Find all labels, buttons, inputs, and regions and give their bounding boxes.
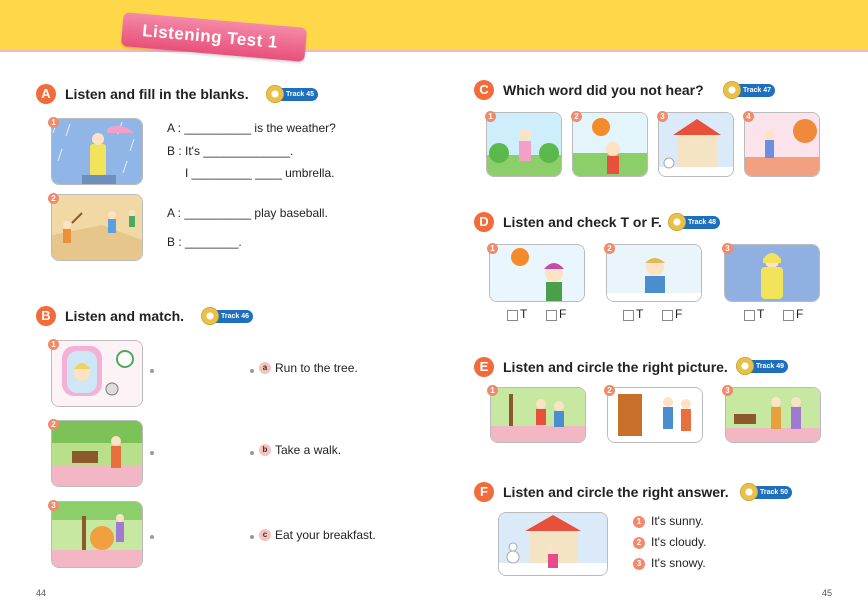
match-dot[interactable] (150, 535, 154, 539)
item-number[interactable]: 1 (487, 385, 498, 396)
section-f-badge: F (474, 482, 494, 502)
fill-line: B : ________. (167, 235, 242, 249)
section-c-track[interactable] (727, 84, 775, 97)
sunny-boy-picture (489, 244, 585, 302)
autumn-picture (744, 112, 820, 177)
park-friends-picture[interactable] (725, 387, 821, 443)
page-number-left: 44 (36, 588, 47, 598)
answer-number: 2 (633, 537, 645, 549)
true-checkbox[interactable] (744, 310, 755, 321)
false-label: F (796, 307, 804, 321)
item-number: 2 (48, 419, 59, 430)
track-label: Track 47 (743, 87, 772, 94)
run-tree-picture (51, 501, 143, 568)
snowy-boy-picture (606, 244, 702, 302)
cd-icon (736, 357, 754, 375)
section-f-title: Listen and circle the right answer. (503, 484, 729, 500)
cd-icon (740, 483, 758, 501)
section-d-badge: D (474, 212, 494, 232)
section-b-badge: B (36, 306, 56, 326)
item-number: 2 (604, 243, 615, 254)
item-number: 1 (487, 243, 498, 254)
false-label: F (675, 307, 683, 321)
match-dot[interactable] (150, 451, 154, 455)
spring-picture (486, 112, 562, 177)
item-number: 2 (571, 111, 582, 122)
item-number: 1 (48, 339, 59, 350)
section-e-track[interactable] (740, 360, 788, 373)
option-text: Eat your breakfast. (275, 528, 376, 542)
option-letter: a (259, 362, 271, 374)
section-c-badge: C (474, 80, 494, 100)
item-number: 2 (48, 193, 59, 204)
item-number: 4 (743, 111, 754, 122)
page-title: Listening Test 1 (141, 21, 279, 52)
true-label: T (636, 307, 644, 321)
door-walk-picture[interactable] (607, 387, 703, 443)
true-checkbox[interactable] (507, 310, 518, 321)
fill-line: A : __________ play baseball. (167, 206, 328, 220)
option-letter: c (259, 529, 271, 541)
answer-option[interactable]: It's sunny. (651, 514, 704, 528)
section-e-badge: E (474, 357, 494, 377)
track-label: Track 45 (286, 91, 315, 98)
track-label: Track 48 (688, 219, 717, 226)
snowy-house-picture (658, 112, 734, 177)
fill-line: A : __________ is the weather? (167, 121, 336, 135)
section-c-title: Which word did you not hear? (503, 82, 704, 98)
breakfast-picture (51, 340, 143, 407)
answer-number: 1 (633, 516, 645, 528)
section-b-track[interactable] (205, 310, 253, 323)
answer-number: 3 (633, 558, 645, 570)
section-a-title: Listen and fill in the blanks. (65, 86, 249, 102)
track-label: Track 49 (756, 363, 785, 370)
track-label: Track 46 (221, 313, 250, 320)
option-text: Take a walk. (275, 443, 342, 457)
true-label: T (520, 307, 528, 321)
section-a-track[interactable] (270, 88, 318, 101)
false-checkbox[interactable] (662, 310, 673, 321)
match-dot[interactable] (250, 369, 254, 373)
park-walk-picture (51, 420, 143, 487)
section-e-title: Listen and circle the right picture. (503, 359, 728, 375)
answer-option[interactable]: It's cloudy. (651, 535, 707, 549)
false-label: F (559, 307, 567, 321)
fill-line: I _________ ____ umbrella. (185, 166, 335, 180)
cd-icon (266, 85, 284, 103)
cd-icon (201, 307, 219, 325)
track-label: Track 50 (760, 489, 789, 496)
section-d-track[interactable] (672, 216, 720, 229)
match-dot[interactable] (250, 535, 254, 539)
rainy-girl-picture (51, 118, 143, 185)
match-dot[interactable] (250, 451, 254, 455)
item-number: 3 (48, 500, 59, 511)
item-number: 3 (657, 111, 668, 122)
option-letter: b (259, 444, 271, 456)
cd-icon (668, 213, 686, 231)
section-d-title: Listen and check T or F. (503, 214, 662, 230)
sunny-picture (572, 112, 648, 177)
item-number[interactable]: 3 (722, 385, 733, 396)
baseball-picture (51, 194, 143, 261)
false-checkbox[interactable] (783, 310, 794, 321)
section-f-track[interactable] (744, 486, 792, 499)
page-number-right: 45 (822, 588, 833, 598)
snowy-house-scene-picture (498, 512, 608, 576)
answer-option[interactable]: It's snowy. (651, 556, 706, 570)
true-label: T (757, 307, 765, 321)
false-checkbox[interactable] (546, 310, 557, 321)
match-dot[interactable] (150, 369, 154, 373)
fill-line: B : It's _____________. (167, 144, 294, 158)
item-number: 1 (48, 117, 59, 128)
item-number[interactable]: 2 (604, 385, 615, 396)
section-b-title: Listen and match. (65, 308, 185, 324)
rainy-child-picture (724, 244, 820, 302)
item-number: 3 (722, 243, 733, 254)
running-kids-picture[interactable] (490, 387, 586, 443)
true-checkbox[interactable] (623, 310, 634, 321)
cd-icon (723, 81, 741, 99)
option-text: Run to the tree. (275, 361, 358, 375)
item-number: 1 (485, 111, 496, 122)
section-a-badge: A (36, 84, 56, 104)
